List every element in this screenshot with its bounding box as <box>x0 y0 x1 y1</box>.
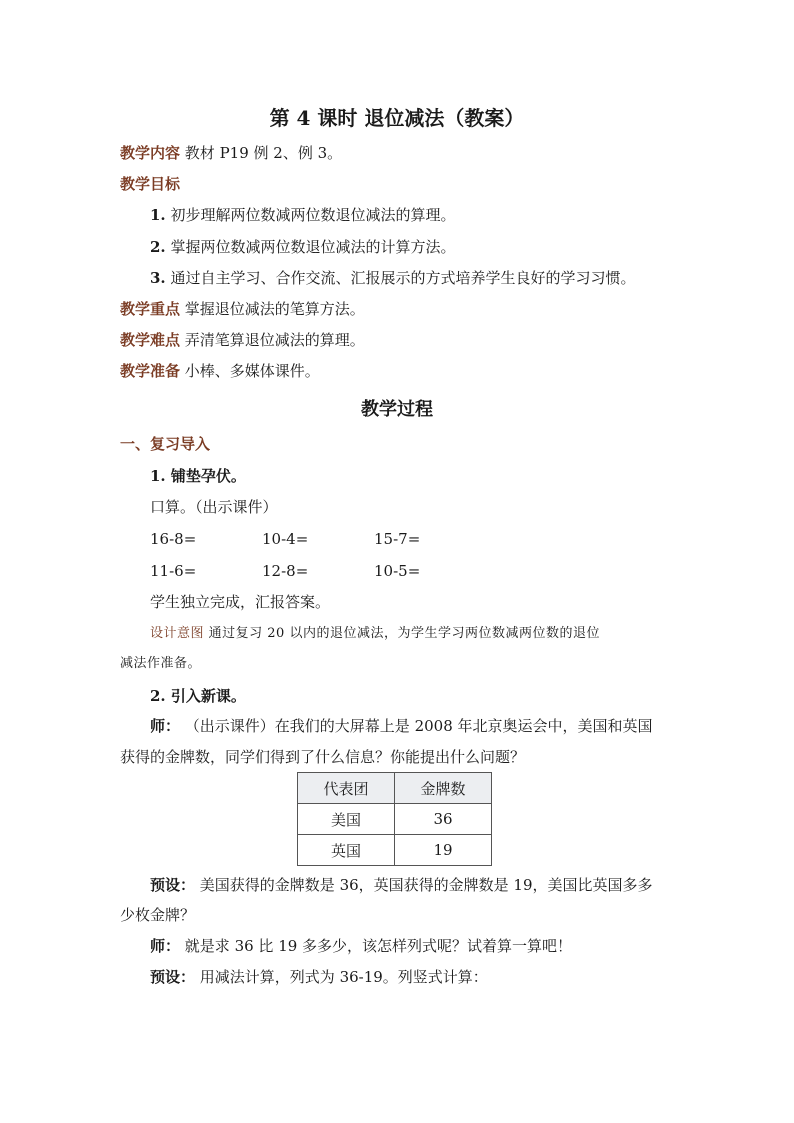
problem: 10-4= <box>262 530 309 548</box>
teacher-line-continuation: 获得的金牌数，同学们得到了什么信息？你能提出什么问题？ <box>120 748 526 766</box>
preparation-line <box>120 361 320 381</box>
goal-number: 3. <box>150 269 166 287</box>
preset-line-continuation: 少枚金牌？ <box>120 906 196 924</box>
table-header-cell: 代表团 <box>298 773 395 804</box>
problem: 15-7= <box>374 530 421 548</box>
preset-text: 用减法计算，列式为 36-19。列竖式计算： <box>199 968 488 986</box>
step-title: 1. 铺垫孕伏。 <box>150 467 246 485</box>
table-header-row <box>298 773 492 804</box>
table-cell: 英国 <box>298 835 395 866</box>
preset-text: 美国获得的金牌数是 36，英国获得的金牌数是 19，美国比英国多多 <box>199 876 653 894</box>
design-intent-line <box>150 624 600 644</box>
difficulty-text: 弄清笔算退位减法的算理。 <box>184 331 365 349</box>
preset-line <box>150 875 653 895</box>
goals-label: 教学目标 <box>120 175 181 193</box>
key-point-line <box>120 299 365 319</box>
table-cell: 36 <box>395 804 492 835</box>
teacher-text: 就是求 36 比 19 多多少，该怎样列式呢？试着算一算吧！ <box>184 937 573 955</box>
teacher-line <box>150 936 572 956</box>
teacher-text: （出示课件）在我们的大屏幕上是 2008 年北京奥运会中，美国和英国 <box>184 717 653 735</box>
process-heading: 教学过程 <box>361 399 433 420</box>
preparation-label: 教学准备 <box>120 362 181 380</box>
table-cell: 美国 <box>298 804 395 835</box>
goal-number: 1. <box>150 206 166 224</box>
table-row <box>298 835 492 866</box>
content-label: 教学内容 <box>120 144 181 162</box>
problem: 12-8= <box>262 562 309 580</box>
table-header-cell: 金牌数 <box>395 773 492 804</box>
content-line <box>120 143 342 163</box>
medal-table <box>297 772 492 866</box>
goal-text: 掌握两位数减两位数退位减法的计算方法。 <box>170 238 456 256</box>
key-point-label: 教学重点 <box>120 300 181 318</box>
table-row <box>298 804 492 835</box>
preset-label: 预设： <box>150 876 196 894</box>
goal-number: 2. <box>150 238 166 256</box>
design-intent-label: 设计意图 <box>150 626 205 641</box>
teacher-label: 师： <box>150 717 181 735</box>
goal-item <box>150 237 455 257</box>
goal-item <box>150 268 635 288</box>
student-line: 学生独立完成，汇报答案。 <box>150 593 331 611</box>
preset-line <box>150 967 488 987</box>
difficulty-label: 教学难点 <box>120 331 181 349</box>
step-title: 2. 引入新课。 <box>150 687 246 705</box>
design-intent-text: 通过复习 20 以内的退位减法，为学生学习两位数减两位数的退位 <box>208 626 600 641</box>
goal-text: 初步理解两位数减两位数退位减法的算理。 <box>170 206 456 224</box>
design-intent-continuation: 减法作准备。 <box>120 656 202 671</box>
difficulty-line <box>120 330 365 350</box>
preparation-text: 小棒、多媒体课件。 <box>184 362 320 380</box>
preset-label: 预设： <box>150 968 196 986</box>
oral-calc-line: 口算。（出示课件） <box>150 498 278 516</box>
table-cell: 19 <box>395 835 492 866</box>
goal-text: 通过自主学习、合作交流、汇报展示的方式培养学生良好的学习习惯。 <box>170 269 636 287</box>
key-point-text: 掌握退位减法的笔算方法。 <box>184 300 365 318</box>
section-heading: 一、复习导入 <box>120 435 211 453</box>
page-title: 第 4 课时 退位减法（教案） <box>269 106 525 130</box>
goal-item <box>150 205 455 225</box>
problem: 11-6= <box>150 562 197 580</box>
problem: 10-5= <box>374 562 421 580</box>
problem: 16-8= <box>150 530 197 548</box>
teacher-line <box>150 716 653 736</box>
teacher-label: 师： <box>150 937 181 955</box>
content-text: 教材 P19 例 2、例 3。 <box>184 144 343 162</box>
